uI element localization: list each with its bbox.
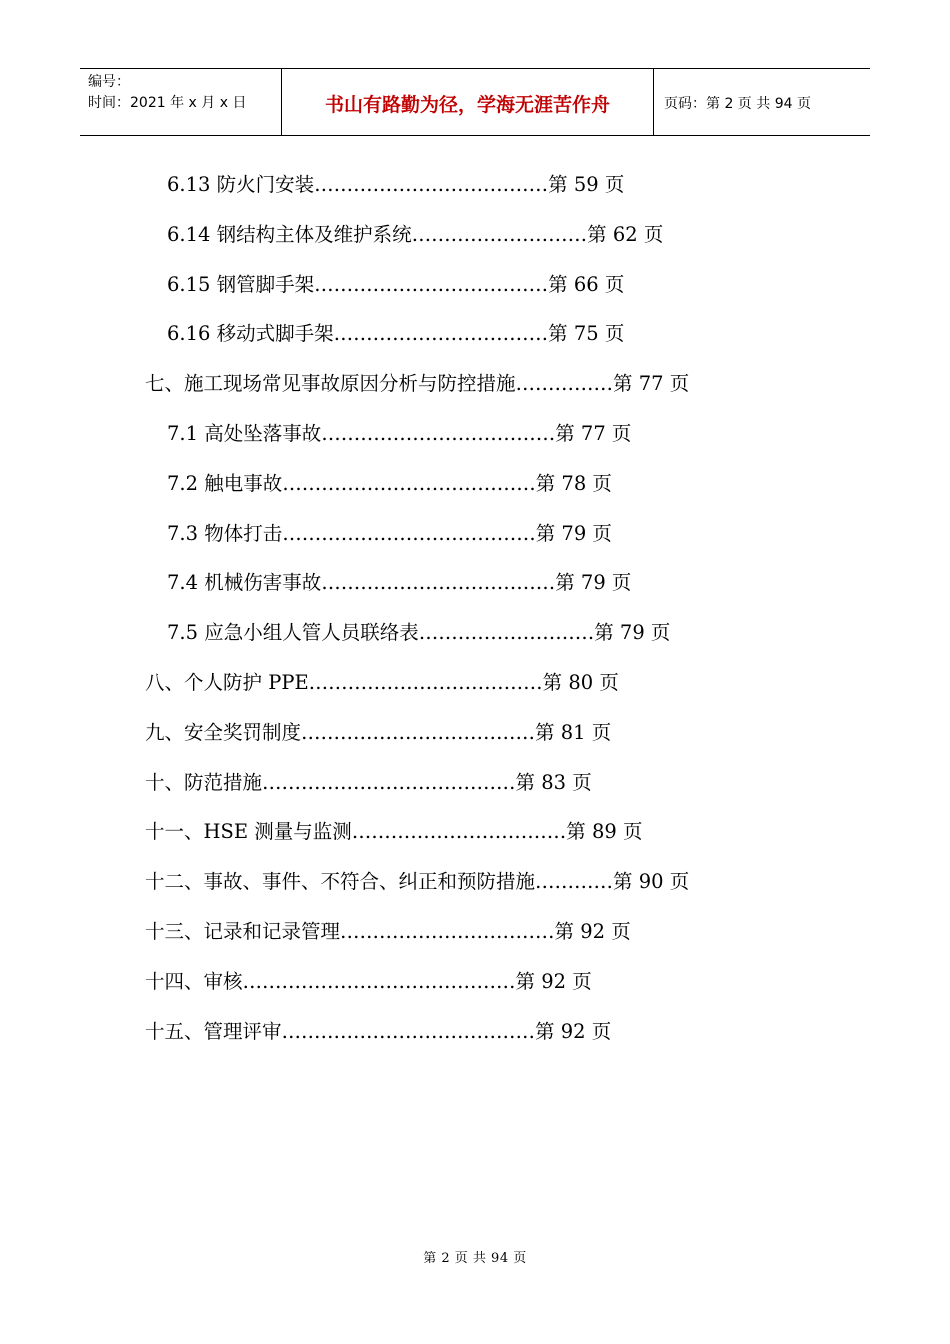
toc-entry: 7.2 触电事故…………………………………第 78 页	[167, 471, 612, 495]
page-header	[80, 68, 870, 136]
toc-entry: 十五、管理评审…………………………………第 92 页	[145, 1019, 612, 1043]
toc-entry: 6.16 移动式脚手架……………………………第 75 页	[167, 322, 625, 346]
header-motto-cell	[282, 69, 654, 135]
number-label: 编号：	[88, 74, 130, 90]
toc-entry: 6.14 钢结构主体及维护系统………………………第 62 页	[167, 222, 664, 246]
toc-entry: 7.4 机械伤害事故………………………………第 79 页	[167, 571, 632, 595]
toc-entry: 7.3 物体打击…………………………………第 79 页	[167, 521, 612, 545]
toc-entry: 十一、HSE 测量与监测……………………………第 89 页	[145, 820, 643, 844]
toc-entry: 十、防范措施…………………………………第 83 页	[145, 770, 592, 794]
toc-entry: 十二、事故、事件、不符合、纠正和预防措施…………第 90 页	[145, 870, 690, 894]
header-meta-cell	[80, 69, 282, 135]
motto-text: 书山有路勤为径，学海无涯苦作舟	[324, 93, 610, 116]
date-label: 时间：2021 年 x 月 x 日	[88, 95, 247, 111]
header-page-info: 页码：第 2 页 共 94 页	[664, 96, 811, 112]
toc-entry: 八、个人防护 PPE………………………………第 80 页	[145, 670, 619, 694]
page-footer	[0, 1247, 950, 1266]
toc-entry: 7.1 高处坠落事故………………………………第 77 页	[167, 421, 632, 445]
toc-entry: 十四、审核……………………………………第 92 页	[145, 969, 592, 993]
table-of-contents	[0, 160, 950, 1056]
toc-entry: 十三、记录和记录管理……………………………第 92 页	[145, 919, 631, 943]
header-page-cell	[654, 69, 870, 135]
footer-page-number: 第 2 页 共 94 页	[423, 1251, 527, 1266]
toc-entry: 7.5 应急小组人管人员联络表………………………第 79 页	[167, 621, 671, 645]
toc-entry: 6.15 钢管脚手架………………………………第 66 页	[167, 272, 625, 296]
toc-entry: 6.13 防火门安装………………………………第 59 页	[167, 173, 625, 196]
toc-entry: 七、施工现场常见事故原因分析与防控措施……………第 77 页	[145, 372, 690, 396]
toc-entry: 九、安全奖罚制度………………………………第 81 页	[145, 720, 612, 744]
